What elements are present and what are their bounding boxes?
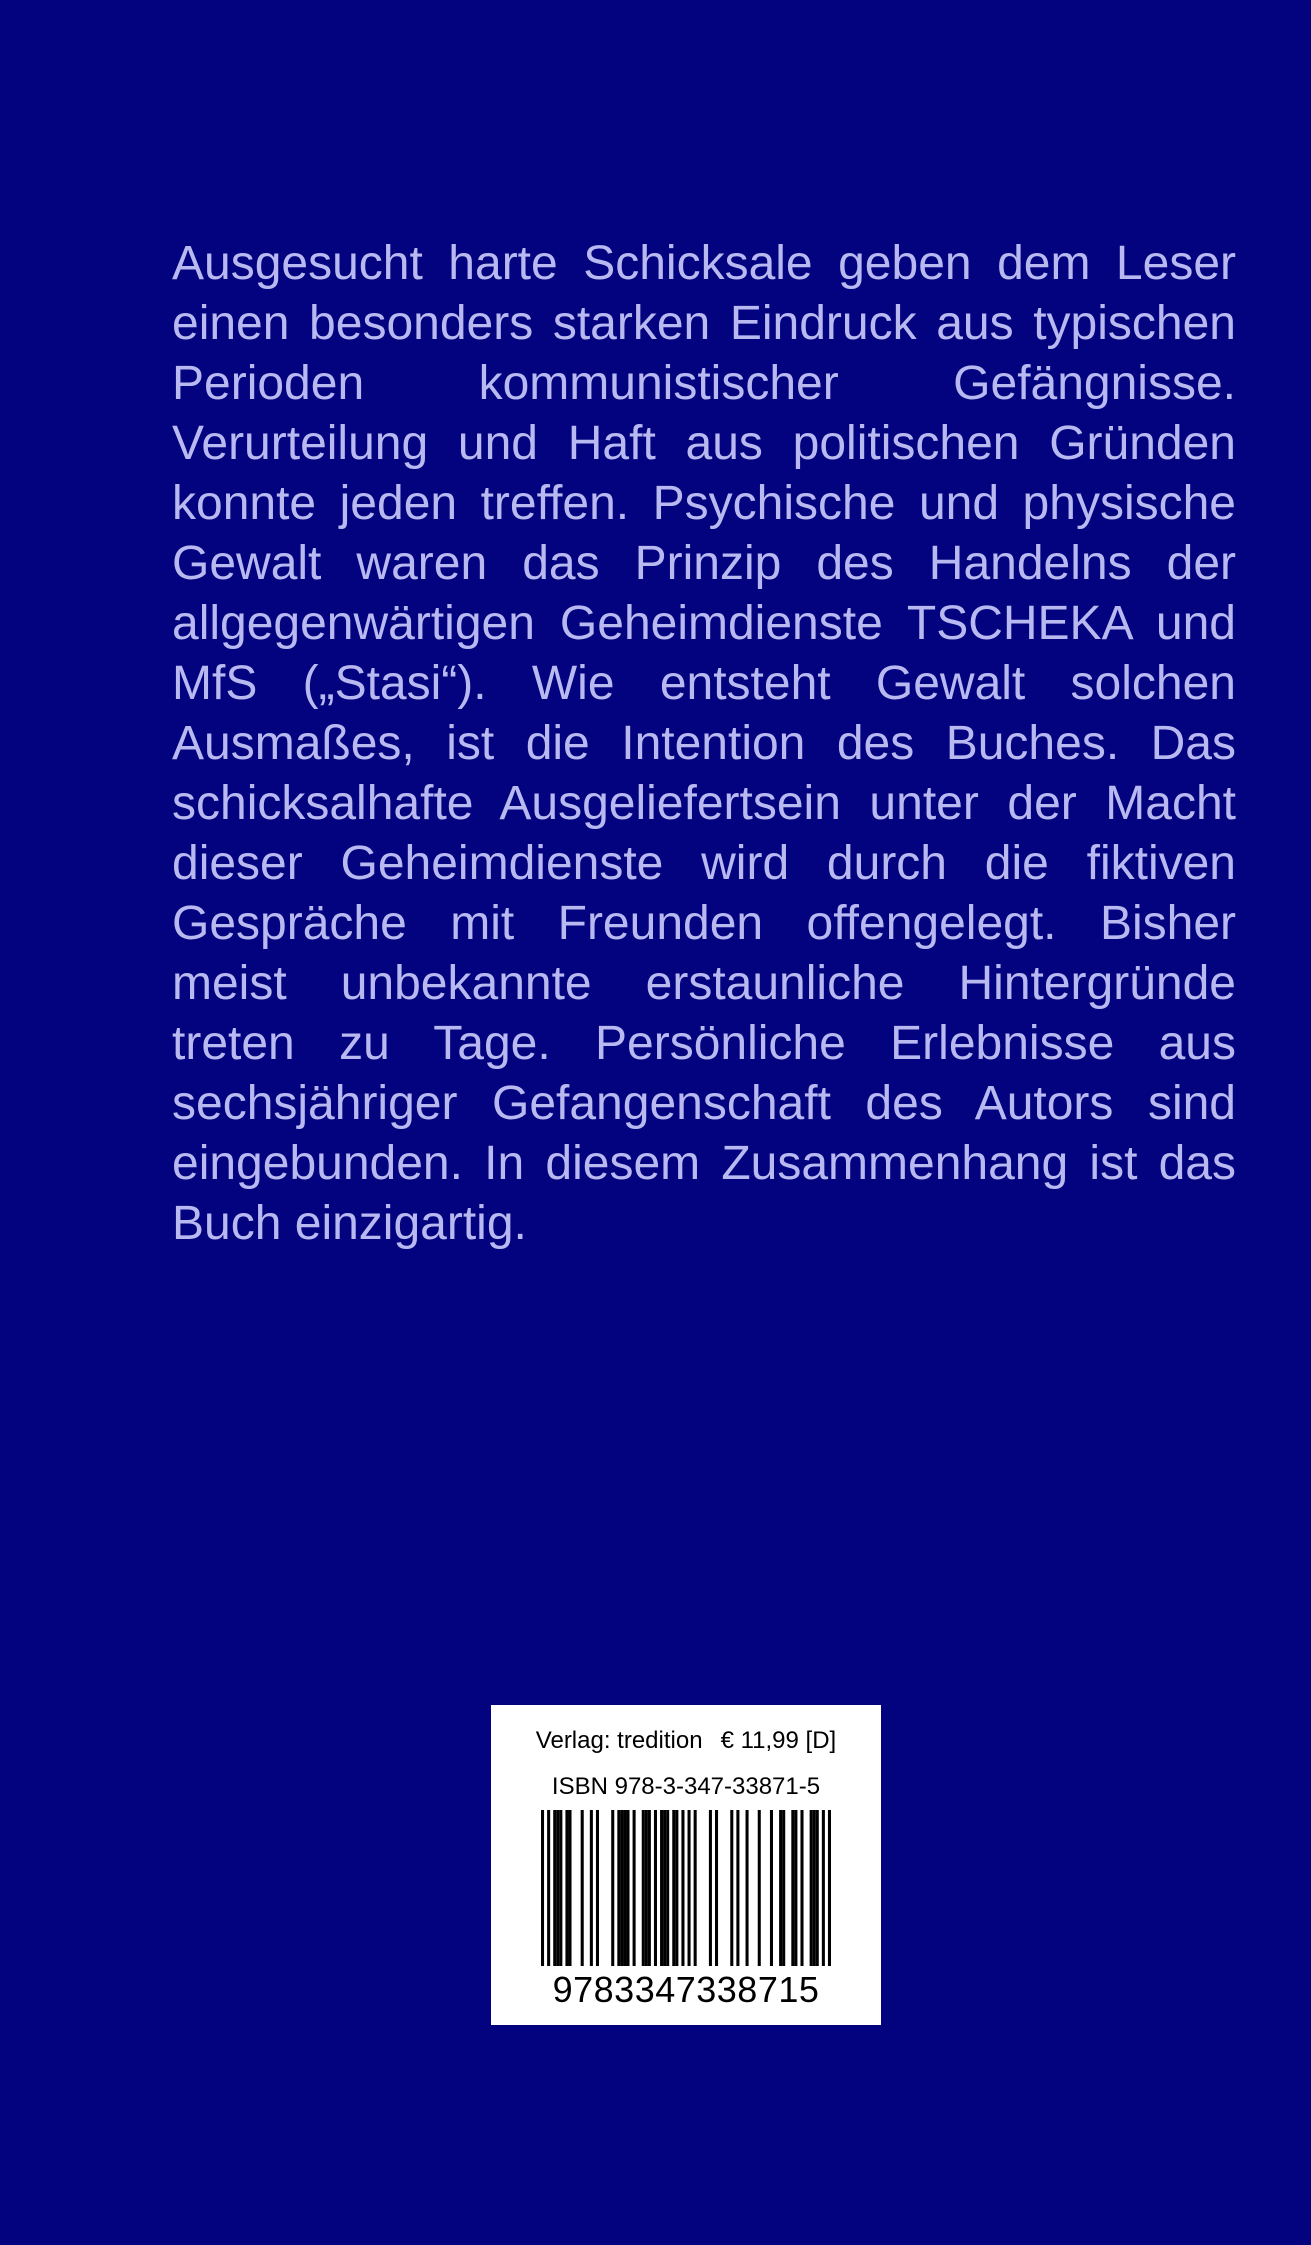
barcode-bar: [617, 1810, 620, 1966]
barcode-label: [491, 1705, 881, 2025]
barcode-bar: [590, 1810, 593, 1966]
barcode-bar: [626, 1810, 629, 1966]
barcode-bar: [828, 1810, 831, 1966]
barcode-bar: [730, 1810, 733, 1966]
barcode-bar: [794, 1810, 797, 1966]
barcode-bar: [675, 1810, 678, 1966]
barcode-bar: [620, 1810, 623, 1966]
barcode-bar: [559, 1810, 562, 1966]
barcode-image: [541, 1810, 831, 1966]
barcode-bar: [681, 1810, 684, 1966]
barcode-bar: [611, 1810, 614, 1966]
barcode-bar: [660, 1810, 663, 1966]
isbn-text: ISBN 978-3-347-33871-5: [551, 1773, 821, 1800]
back-cover-blurb: Ausgesucht harte Schicksale geben dem Leser einen besonders starken Eindruck aus typischen Perioden kommunistischer Gefängnisse. Verurteilung und Haft aus politischen Gründen konnte jeden treffen. Psychische und physische Gewalt waren das Prinzip des Handelns der allgegenwärtigen Geheimdienste TSCHEKA und MfS („Stasi“). Wie entsteht Gewalt solchen Ausmaßes, ist die Intention des Buches. Das schicksalhafte Ausgeliefertsein unter der Macht dieser Geheimdienste wird durch die fiktiven Gespräche mit Freunden offengelegt. Bisher meist unbekannte erstaunliche Hintergründe treten zu Tage. Persönliche Erlebnisse aus sechsjähriger Gefangenschaft des Autors sind eingebunden. In diesem Zusammenhang ist das Buch einzigartig.: [172, 237, 1236, 1250]
barcode-bar: [645, 1810, 648, 1966]
barcode-bar: [541, 1810, 544, 1966]
barcode-bar: [800, 1810, 803, 1966]
barcode-bar: [688, 1810, 691, 1966]
barcode-bar: [648, 1810, 651, 1966]
barcode-bar: [547, 1810, 550, 1966]
barcode-bar: [568, 1810, 571, 1966]
barcode-bar: [746, 1810, 749, 1966]
barcode-bar: [654, 1810, 657, 1966]
barcode-bar: [736, 1810, 739, 1966]
barcode-bar: [816, 1810, 819, 1966]
barcode-bar: [758, 1810, 761, 1966]
barcode-bar: [715, 1810, 718, 1966]
barcode-bar: [553, 1810, 556, 1966]
barcode-bar: [810, 1810, 813, 1966]
barcode-bar: [770, 1810, 773, 1966]
barcode-bar: [556, 1810, 559, 1966]
barcode-bar: [709, 1810, 712, 1966]
barcode-bar: [672, 1810, 675, 1966]
barcode-bar: [813, 1810, 816, 1966]
publisher-price-line: [491, 1727, 881, 1755]
publisher-text: Verlag: tredition: [535, 1727, 703, 1754]
barcode-bar: [782, 1810, 785, 1966]
barcode-bar: [633, 1810, 636, 1966]
barcode-bar: [779, 1810, 782, 1966]
barcode-bar: [581, 1810, 584, 1966]
barcode-bar: [623, 1810, 626, 1966]
barcode-bar: [694, 1810, 697, 1966]
barcode-bar: [565, 1810, 568, 1966]
ean-digits: 9783347338715: [552, 1969, 820, 2010]
barcode-bar: [642, 1810, 645, 1966]
price-text: € 11,99 [D]: [720, 1727, 837, 1754]
barcode-bar: [666, 1810, 669, 1966]
barcode-bar: [596, 1810, 599, 1966]
barcode-bar: [822, 1810, 825, 1966]
barcode-bar: [791, 1810, 794, 1966]
barcode-bar: [663, 1810, 666, 1966]
